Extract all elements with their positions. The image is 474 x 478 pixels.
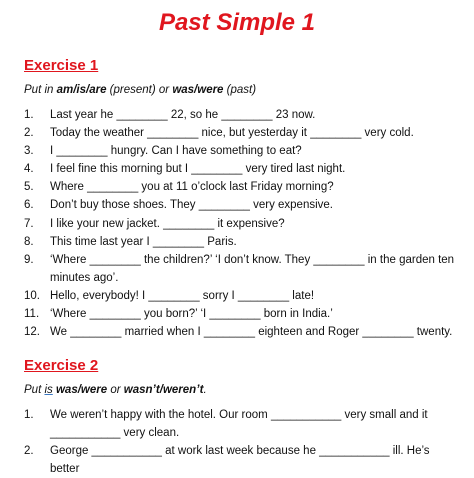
exercise-1-heading: Exercise 1 [24,57,99,74]
item-number: 6. [24,199,34,212]
item-text: I like your new jacket. ________ it expensive? [50,217,285,230]
exercise-item [24,142,464,160]
item-number: 12. [24,326,40,339]
item-text-continued: minutes ago’. [50,271,119,284]
instruction-bold: am/is/are [56,84,107,96]
item-text: Last year he ________ 22, so he ________ 23 now. [50,109,316,121]
item-number: 5. [24,181,34,194]
item-text: We ________ married when I ________ eighteen and Roger ________ twenty. [50,326,453,339]
exercise-item [24,106,464,124]
item-text-continued: ___________ very clean. [50,427,180,439]
exercise-item [24,233,464,251]
exercise-item [24,160,464,178]
instruction-text: Put in [24,84,57,96]
exercise-1-list [24,106,464,341]
item-number: 2. [24,445,34,457]
item-text: I ________ hungry. Can I have something to eat? [50,145,302,158]
item-text: ‘Where ________ the children?’ ‘I don’t know. They ________ in the garden ten [50,253,455,266]
instruction-text: . [203,384,207,396]
item-number: 7. [24,217,34,230]
item-number: 10. [24,289,40,302]
item-number: 8. [24,235,34,248]
instruction-text: (present) or [106,84,173,96]
exercise-item [24,305,464,323]
item-number: 11. [24,308,40,321]
item-text: George ___________ at work last week because he ___________ ill. He’s better [50,445,430,475]
item-number: 1. [24,409,34,421]
exercise-item [24,323,464,341]
item-text: ‘Where ________ you born?’ ‘I ________ born in India.’ [50,308,333,321]
instruction-bold: was/were [55,384,108,396]
item-number: 9. [24,253,34,266]
instruction-bold: wasn’t/weren’t [123,384,204,396]
item-number: 4. [24,163,34,176]
item-text: Hello, everybody! I ________ sorry I ________ late! [50,289,315,302]
exercise-item [24,196,464,214]
instruction-text: Put [24,384,45,396]
instruction-underlined: is [44,384,53,396]
exercise-item [24,442,464,478]
page-title: Past Simple 1 [158,9,316,36]
item-number: 3. [24,145,34,158]
instruction-bold: was/were [172,84,224,96]
exercise-2-list [24,406,464,478]
exercise-item [24,406,464,442]
exercise-item [24,124,464,142]
item-text: This time last year I ________ Paris. [50,235,237,248]
item-text: Today the weather ________ nice, but yesterday it ________ very cold. [50,127,414,140]
item-text: We weren’t happy with the hotel. Our room ___________ very small and it [50,409,428,421]
exercise-item [24,287,464,305]
item-text: Where ________ you at 11 o’clock last Friday morning? [50,181,334,194]
exercise-2-heading: Exercise 2 [24,357,99,374]
exercise-item [24,178,464,196]
exercise-item [24,251,464,287]
instruction-text: (past) [223,84,257,96]
item-text: I feel fine this morning but I ________ very tired last night. [50,163,346,176]
exercise-1-instruction [24,83,256,97]
exercise-item [24,215,464,233]
exercise-2-instruction [24,383,207,397]
item-number: 1. [24,109,34,121]
item-number: 2. [24,127,34,140]
item-text: Don’t buy those shoes. They ________ very expensive. [50,199,333,212]
instruction-text: or [107,384,124,396]
